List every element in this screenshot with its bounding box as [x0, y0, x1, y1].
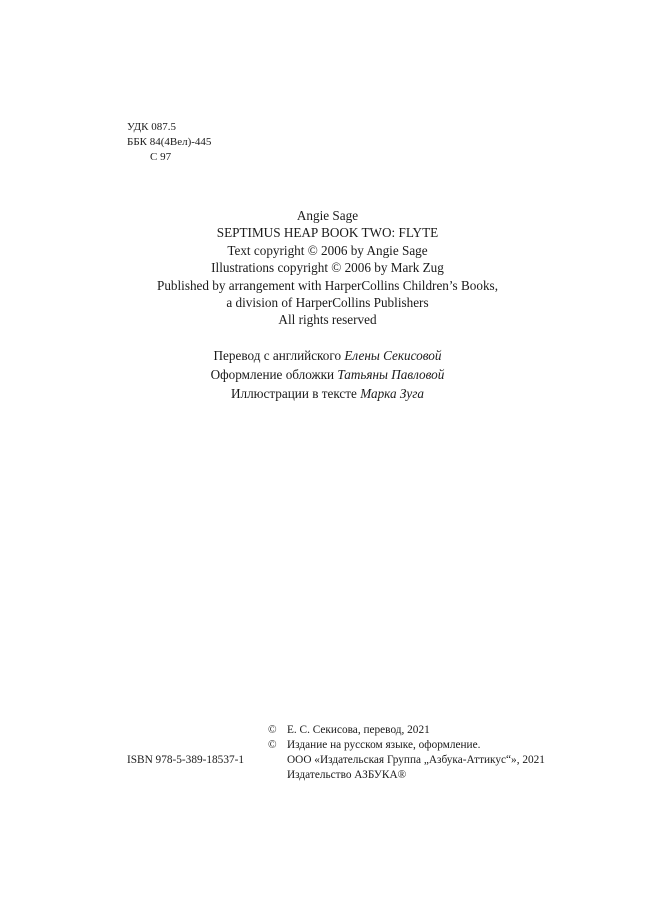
- cover-label: Оформление обложки: [210, 367, 335, 382]
- copyright-symbol: ©: [268, 724, 277, 736]
- cover-credit: [0, 365, 655, 384]
- udk-code: УДК 087.5: [127, 121, 177, 133]
- translator-credit: [0, 346, 655, 365]
- copyright-line-translation: [268, 723, 545, 738]
- text-copyright: Text copyright © 2006 by Angie Sage: [227, 242, 428, 258]
- copyright-line-imprint: [268, 768, 545, 783]
- translator-name: Елены Секисовой: [344, 348, 442, 363]
- illustrator-name: Марка Зуга: [360, 386, 425, 401]
- copyright-line-publisher-group: [268, 753, 545, 768]
- original-edition-block: [0, 207, 655, 329]
- illustrations-label: Иллюстрации в тексте: [230, 386, 357, 401]
- bbk-code: ББК 84(4Вел)-445: [127, 136, 212, 148]
- rights-notice: All rights reserved: [278, 312, 377, 328]
- isbn-number: ISBN 978-5-389-18537-1: [127, 754, 245, 766]
- copyright-line-edition: [268, 738, 545, 753]
- author-sign: С 97: [150, 151, 172, 163]
- translation-credits: [0, 346, 655, 403]
- translator-label: Перевод с английского: [213, 348, 342, 363]
- publisher-group-text: ООО «Издательская Группа „Азбука-Аттикус“», 2021: [287, 754, 545, 766]
- original-title: SEPTIMUS HEAP BOOK TWO: FLYTE: [216, 225, 439, 241]
- illustrator-credit: [0, 384, 655, 403]
- illustrations-copyright: Illustrations copyright © 2006 by Mark Zug: [211, 260, 444, 276]
- translation-copyright-text: Е. С. Секисова, перевод, 2021: [287, 724, 430, 736]
- copyright-block: [268, 723, 545, 783]
- author-name: Angie Sage: [296, 208, 359, 223]
- edition-copyright-text: Издание на русском языке, оформление.: [287, 739, 481, 751]
- cover-designer-name: Татьяны Павловой: [337, 367, 445, 382]
- publisher-division: a division of HarperCollins Publishers: [226, 295, 429, 311]
- arrangement-notice: Published by arrangement with HarperCollins Children’s Books,: [156, 277, 498, 293]
- imprint-text: Издательство АЗБУКА®: [287, 769, 407, 781]
- classification-block: [127, 120, 211, 165]
- copyright-symbol: ©: [268, 739, 277, 751]
